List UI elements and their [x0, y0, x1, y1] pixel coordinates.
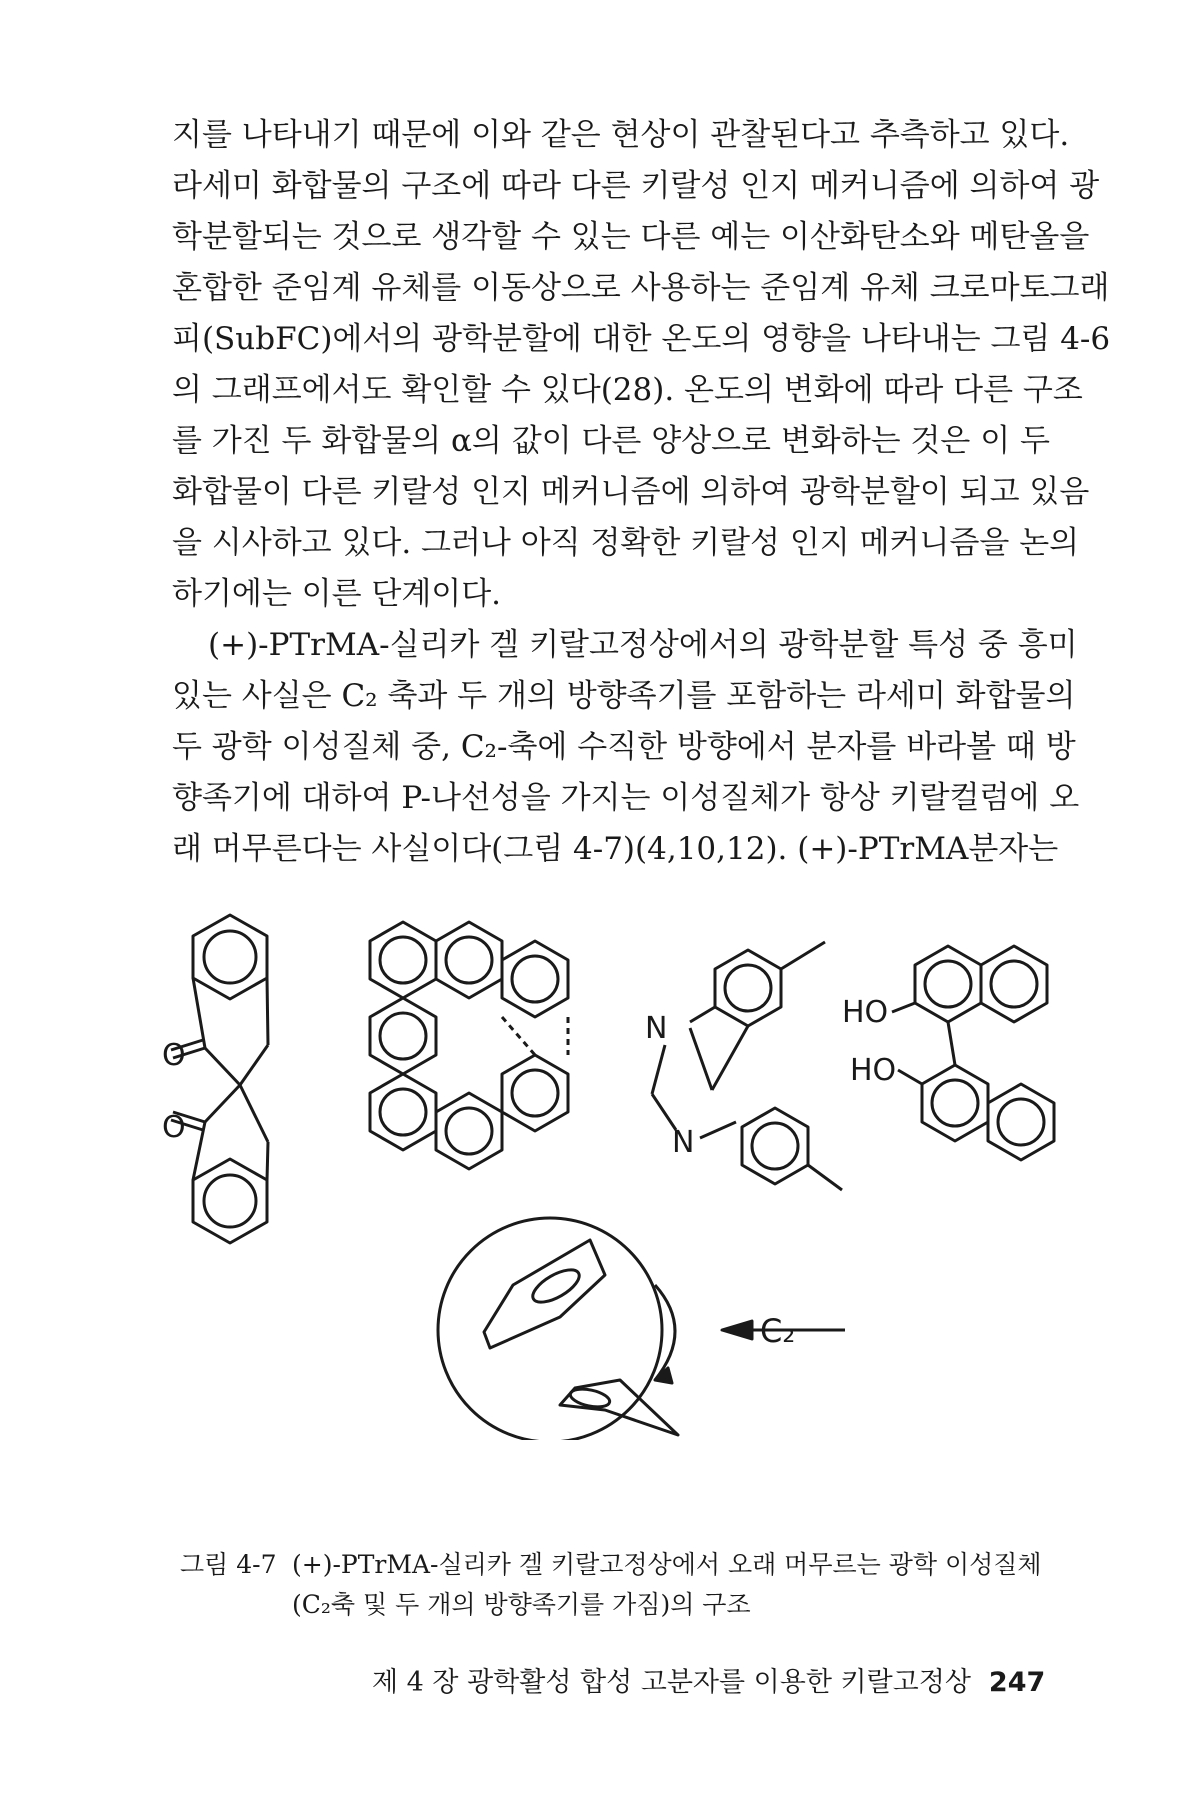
body-line: 래 머무른다는 사실이다(그림 4-7)(4,10,12). (+)-PTrMA분자는 — [172, 831, 1059, 867]
body-line: 혼합한 준임계 유체를 이동상으로 사용하는 준임계 유체 크로마토그래 — [172, 270, 1110, 306]
oxygen-label: O — [162, 1110, 186, 1145]
oxygen-label: O — [162, 1038, 186, 1073]
figure-4-7 — [0, 880, 1200, 1440]
nitrogen-label: N — [645, 1011, 668, 1046]
body-line: 을 시사하고 있다. 그러나 아직 정확한 키랄성 인지 메커니즘을 논의 — [172, 525, 1080, 561]
chemical-structures-drawing — [0, 880, 1200, 1440]
hydroxyl-label: HO — [850, 1053, 897, 1088]
body-line: 하기에는 이른 단계이다. — [172, 576, 502, 612]
binol-structure — [892, 946, 1054, 1160]
hydroxyl-label: HO — [842, 995, 889, 1030]
figure-caption — [180, 1545, 1080, 1625]
body-line: 의 그래프에서도 확인할 수 있다(28). 온도의 변화에 따라 다른 구조 — [172, 372, 1083, 408]
body-line: 두 광학 이성질체 중, C₂-축에 수직한 방향에서 분자를 바라볼 때 방 — [172, 729, 1076, 765]
body-line: 피(SubFC)에서의 광학분할에 대한 온도의 영향을 나타내는 그림 4-6 — [172, 321, 1111, 357]
body-line: 향족기에 대하여 P-나선성을 가지는 이성질체가 항상 키랄컬럼에 오 — [172, 780, 1080, 816]
nitrogen-label: N — [672, 1125, 695, 1160]
caption-line-1: (+)-PTrMA-실리카 겔 키랄고정상에서 오래 머무르는 광학 이성질체 — [292, 1550, 1042, 1579]
caption-line-2: (C₂축 및 두 개의 방향족기를 가짐)의 구조 — [292, 1590, 751, 1619]
page-number: 247 — [988, 1667, 1046, 1698]
helicene-structure — [370, 922, 568, 1169]
body-line: 화합물이 다른 키랄성 인지 메커니즘에 의하여 광학분할이 되고 있음 — [172, 474, 1090, 510]
body-text — [172, 110, 1111, 875]
page-footer — [372, 1660, 1045, 1699]
body-line: (+)-PTrMA-실리카 겔 키랄고정상에서의 광학분할 특성 중 흥미 — [208, 627, 1078, 663]
body-line: 있는 사실은 C₂ 축과 두 개의 방향족기를 포함하는 라세미 화합물의 — [172, 678, 1076, 714]
chapter-title: 제 4 장 광학활성 합성 고분자를 이용한 키랄고정상 — [372, 1667, 971, 1698]
body-line: 라세미 화합물의 구조에 따라 다른 키랄성 인지 메커니즘에 의하여 광 — [172, 168, 1100, 204]
body-line: 학분할되는 것으로 생각할 수 있는 다른 예는 이산화탄소와 메탄올을 — [172, 219, 1090, 255]
body-line: 를 가진 두 화합물의 α의 값이 다른 양상으로 변화하는 것은 이 두 — [172, 423, 1050, 459]
c2-axis-label: C₂ — [760, 1312, 796, 1350]
spiro-diketone-structure — [171, 915, 268, 1243]
body-line: 지를 나타내기 때문에 이와 같은 현상이 관찰된다고 추측하고 있다. — [172, 117, 1070, 153]
caption-label: 그림 4-7 — [180, 1550, 277, 1579]
